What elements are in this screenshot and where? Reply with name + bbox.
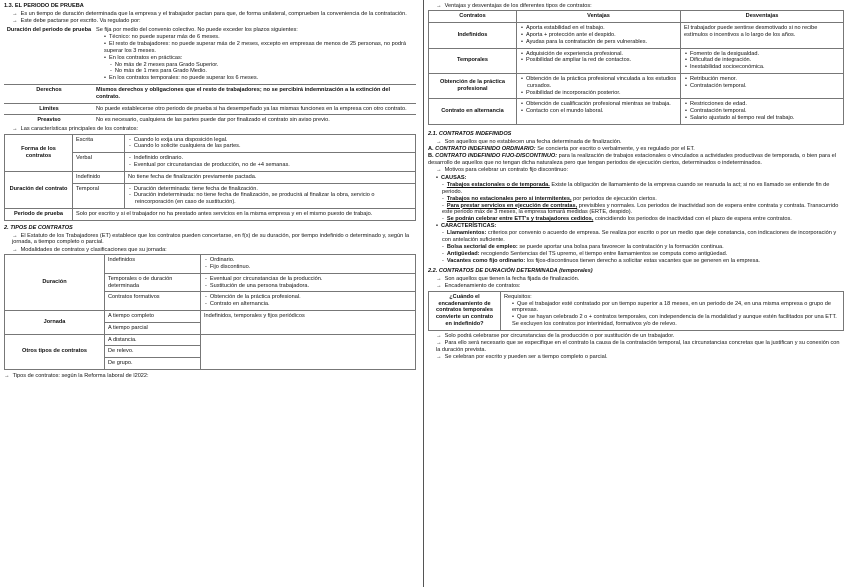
table-row — [429, 99, 844, 124]
item-text: para la realización de trabajos estacionales o vinculados a actividades productivas de temporada, o bien para el desarrollo de aquellos que no tengan dicha naturaleza pero que tengan periodos de ejecución ciertos, determinados o indeterminados. — [428, 153, 837, 167]
table-row — [5, 334, 416, 346]
table-cell — [517, 23, 681, 48]
list-item: - Obtención de la práctica profesional. — [204, 294, 412, 301]
table-cell — [125, 153, 416, 172]
feature-title: Bolsa sectorial de empleo: — [446, 243, 518, 250]
row-content: No es necesario, cualquiera de las partes puede dar por finalizado el contrato sin aviso previo. — [96, 117, 330, 124]
list-item: • Salario ajustado al tiempo real del trabajo. — [684, 115, 840, 122]
table-cell: A distancia. — [105, 334, 201, 346]
section-2-title: 2. TIPOS DE CONTRATOS — [4, 224, 73, 231]
list-item: • Aporta + protección ante el despido. — [520, 32, 677, 39]
table-cell: Jornada — [5, 310, 105, 334]
item-text: Se concierta por escrito o verbalmente, y es regulado por el ET. — [537, 146, 695, 152]
table-cell — [681, 99, 844, 124]
cause-text: por periodos de ejecución ciertos. — [573, 195, 657, 202]
contract-types-table — [4, 254, 416, 370]
pros-cons-intro: → Ventajas y desventajas de los diferentes tipos de contratos: — [428, 3, 844, 10]
feature-item — [428, 230, 844, 244]
list-item: • Obtención de la práctica profesional vinculada a los estudios cursados. — [520, 76, 677, 90]
bullet: • Técnico: no puede superar más de 6 meses. — [96, 34, 414, 41]
table-row — [429, 74, 844, 99]
sub-bullet: - No más de 1 mes para Grado Medio. — [96, 68, 414, 75]
section-2-2-title — [428, 268, 844, 275]
list-item: • Contratación temporal. — [684, 108, 840, 115]
list-item: - Sustitución de una persona trabajadora. — [204, 283, 412, 290]
table-header-row — [429, 11, 844, 23]
table-cell: Contrato en alternancia — [429, 99, 517, 124]
cause-title: Trabajos estacionales o de temporada. — [446, 182, 550, 189]
list-item: - Fijo discontinuo. — [204, 264, 412, 271]
list-item: - Cuando lo exija una disposición legal. — [128, 137, 412, 144]
table-row — [429, 48, 844, 73]
table-cell — [517, 74, 681, 99]
item-title: CONTRATO INDEFINIDO ORDINARIO: — [435, 146, 536, 152]
cause-item — [428, 182, 844, 196]
cause-text: Existe la obligación de llamamiento de la empresa cuando se reanuda la act; si no es llamado se entiende fin de periodo. — [442, 182, 830, 195]
table-cell: A tiempo completo — [105, 310, 201, 322]
table-cell: De grupo. — [105, 358, 201, 370]
table-cell: De relevo. — [105, 346, 201, 358]
cause-text: previsibles y normales. Los periodos de inactividad son de espera entre contrata y contrata. Transcurrido este periodo máx de 3 meses, la empresa tomará medidas (ERTE, despido). — [442, 202, 839, 216]
s21-paragraph: → Son aquellos que no establecen una fecha determinada de finalización. — [428, 139, 844, 146]
table-cell: Solo por escrito y si el trabajador no ha prestado antes servicios en la misma empresa y en el mismo puesto de trabajo. — [73, 209, 416, 221]
table-cell: Temporales — [429, 48, 517, 73]
list-item: - Duración indeterminada: no tiene fecha de finalización, se producirá al finalizar la obra, servicio o reincorporación (en caso de sustitución). — [128, 192, 412, 206]
table-cell: Periodo de prueba — [5, 209, 73, 221]
rights-row — [4, 85, 416, 104]
column-header: Contratos — [429, 11, 517, 23]
motives-intro: → Motivos para celebrar un contrato fijo discontinuo: — [428, 167, 844, 174]
list-item: - Ordinario. — [204, 257, 412, 264]
table-row — [5, 255, 416, 274]
table-row — [5, 171, 416, 183]
item-letter: B. — [428, 153, 434, 160]
s22-paragraph-5: → Se celebran por escrito y pueden ser a tiempo completo o parcial. — [428, 354, 844, 361]
list-item: • Ayudas para la contratación de pers vulnerables. — [520, 39, 677, 46]
table-cell: El trabajador puede sentirse desmotivado si no recibe estímulos o incentivos a lo largo de los años. — [681, 23, 844, 48]
feature-item — [428, 244, 844, 251]
list-item: - Duración determinada: tiene fecha de finalización. — [128, 186, 412, 193]
list-item: - Eventual por circunstancias de producción, no de +4 semanas. — [128, 162, 412, 169]
table-cell: Indefinido — [73, 171, 125, 183]
table-cell: Obtención de la práctica profesional — [429, 74, 517, 99]
feature-text: los fijos-discontinuos tienen derecho a solicitar estas vacantes que se generen en la empresa. — [526, 257, 760, 264]
left-column — [4, 3, 416, 380]
list-item: • Dificultad de integración. — [684, 57, 840, 64]
right-column — [428, 3, 844, 362]
table-cell: A tiempo parcial — [105, 322, 201, 334]
table-cell: Verbal — [73, 153, 125, 172]
row-label: Derechos — [36, 86, 62, 93]
feature-title: Vacantes como fijo ordinario: — [446, 257, 526, 264]
table-cell — [125, 134, 416, 153]
list-item: • Posibilidad de incorporación posterior. — [520, 90, 677, 97]
row-content: Mismos derechos y obligaciones que el resto de trabajadores; no se percibirá indemnización a la extinción del contrato. — [96, 86, 391, 100]
s22-paragraph-1: → Son aquellos que tienen la fecha fijada de finalización. — [428, 276, 844, 283]
list-item: • Contacto con el mundo laboral. — [520, 108, 677, 115]
table-row — [429, 23, 844, 48]
cause-text: coincidiendo los periodos de inactividad con el plazo de espera entre contratos. — [594, 216, 792, 223]
section-2-1-title: 2.1. CONTRATOS INDEFINIDOS — [428, 130, 512, 137]
table-cell — [201, 273, 416, 292]
list-item: • Inestabilidad socioeconómica. — [684, 64, 840, 71]
table-cell: Contratos formativos — [105, 292, 201, 311]
table-cell — [201, 255, 416, 274]
title-main: 2.2. CONTRATOS DE DURACIÓN DETERMINADA — [428, 268, 558, 275]
table-cell — [681, 74, 844, 99]
row-label: Duración del periodo de prueba — [6, 27, 92, 34]
s2-paragraph-1: → El Estatuto de los Trabajadores (ET) establece que los contratos pueden concertarse, en f(x) de su duración, por tiempo indefinido o determinado y, según la jornada, a tiempo completo o parcial. — [4, 233, 416, 247]
feature-title: Llamamientos: — [446, 230, 487, 237]
cause-item — [428, 196, 844, 203]
list-item: • Aporta estabilidad en el trabajo. — [520, 25, 677, 32]
table-cell — [681, 48, 844, 73]
bullet: • El resto de trabajadores: no puede superar más de 2 meses, excepto en empresas de menos de 25 personas, no podrá superar los 3 meses. — [96, 41, 414, 55]
row-label: Preaviso — [37, 117, 61, 124]
table-cell — [517, 48, 681, 73]
cause-title: Trabajos no estacionales pero si intermitentes, — [446, 195, 572, 202]
feature-item — [428, 258, 844, 265]
s22-paragraph-3: → Solo podrá celebrarse por circunstancias de la producción o por sustitución de un trabajador. — [428, 333, 844, 340]
table-cell: Temporales o de duración determinada — [105, 273, 201, 292]
sub-bullet: - No más de 2 meses para Grado Superior. — [96, 62, 414, 69]
cause-title: Para prestar servicios en ejecución de contratas, — [446, 202, 578, 209]
item-title: CONTRATO INDEFINIDO FIJO-DISCONTINUO: — [435, 153, 558, 160]
list-item: - Eventual por circunstancias de la producción. — [204, 276, 412, 283]
table-cell: Indefinidos — [429, 23, 517, 48]
item-letter: A. — [428, 146, 434, 152]
s22-paragraph-4: → Para ello será necesario que se especifique en el contrato la causa de la contratación temporal, las circunstancias concretas que la justifican y su conexión con la duración prevista. — [428, 340, 844, 354]
feature-item — [428, 251, 844, 258]
row-label: Límites — [39, 105, 59, 112]
feature-text: criterios por convenio o acuerdo de empresa. Se realiza por escrito o por un medio que deje constancia, con indicaciones de incorporación y con antelación suficiente. — [442, 230, 837, 244]
column-header: Ventajas — [517, 11, 681, 23]
s21-item-a — [428, 146, 844, 153]
table-row — [5, 310, 416, 322]
contract-features-table — [4, 134, 416, 221]
s2-footer: → Tipos de contratos: según la Reforma laboral de l2022: — [4, 373, 416, 380]
cause-item — [428, 216, 844, 223]
row-content: No puede establecerse otro periodo de prueba si ha desempeñado ya las mismas funciones en la empresa con otro contrato. — [96, 105, 407, 112]
list-item: - Cuando lo solicite cualquiera de las partes. — [128, 143, 412, 150]
s21-item-b — [428, 153, 844, 167]
table-cell: No tiene fecha de finalización previamente pactada. — [125, 171, 416, 183]
bullet: • En los contratos temporales: no puede superar los 6 meses. — [96, 75, 414, 82]
list-item: • Posibilidad de ampliar la red de contactos. — [520, 57, 677, 64]
table-cell — [201, 334, 416, 369]
features-heading: • CARACTERÍSTICAS: — [428, 223, 844, 230]
list-item: • Retribución menor. — [684, 76, 840, 83]
table-row — [5, 134, 416, 153]
cause-title: Se podrán celebrar entre ETT's y trabajadores cedidos, — [446, 216, 594, 223]
limits-row — [4, 104, 416, 116]
table-cell: Forma de los contratos — [5, 134, 73, 171]
table-cell — [125, 183, 416, 208]
list-item: • Fomento de la desigualdad. — [684, 51, 840, 58]
chaining-requirements — [501, 292, 843, 330]
list-item: • Contratación temporal. — [684, 83, 840, 90]
list-item: • Adquisición de experiencia profesional. — [520, 51, 677, 58]
row-content — [94, 25, 416, 84]
chaining-question: ¿Cuándo el encadenamiento de contratos temporales convierte un contrato en indefinido? — [429, 292, 501, 330]
column-header: Desventajas — [681, 11, 844, 23]
s2-paragraph-2: → Modalidades de contratos y clasificaciones que su jornada: — [4, 247, 416, 254]
cause-item — [428, 203, 844, 217]
feature-text: recogiendo Sentencias del TS upremo, el tiempo entre llamamientos se computa como antigüedad. — [481, 250, 728, 257]
probation-duration-row — [4, 25, 416, 85]
requirements-label: Requisitos: — [504, 293, 532, 300]
list-item: - Indefinido ordinario. — [128, 155, 412, 162]
table-cell: Escrita — [73, 134, 125, 153]
s22-paragraph-2: → Encadenamiento de contratos: — [428, 283, 844, 290]
list-item: • Obtención de cualificación profesional mientras se trabaja. — [520, 101, 677, 108]
table-cell: Indefinidos — [105, 255, 201, 274]
requirement-item: • Que el trabajador esté contratado por un tiempo superior a 18 meses, en un periodo de 24, en una misma empresa o grupo de empresas. — [504, 301, 840, 315]
table-cell — [201, 292, 416, 311]
features-intro: → Las características principales de los contratos: — [4, 126, 416, 133]
column-divider — [423, 0, 424, 587]
s13-intro-1: → Es un tiempo de duración determinada que la empresa y el trabajador pactan para que, de forma unilateral, comprueben la conveniencia de la contratación. — [4, 11, 416, 18]
table-cell: Duración del contrato — [5, 171, 73, 208]
section-1-3-title: 1.3. EL PERIODO DE PRUEBA — [4, 3, 84, 9]
notice-row — [4, 115, 416, 126]
feature-title: Antigüedad: — [446, 250, 480, 257]
bullet: • En los contratos en prácticas: — [96, 55, 414, 62]
table-cell: Otros tipos de contratos — [5, 334, 105, 369]
table-cell: Duración — [5, 255, 105, 311]
s13-intro-2: → Este debe pactarse por escrito. Va regulado por: — [4, 18, 416, 25]
table-cell — [517, 99, 681, 124]
feature-text: se puede aportar una bolsa para favorecer la contratación y la formación continua. — [519, 243, 724, 250]
chaining-box — [428, 291, 844, 331]
list-item: • Restricciones de edad. — [684, 101, 840, 108]
requirement-item: • Que se hayan celebrado 2 o + contratos temporales, con independencia de la modalidad y aunque estén facilitados por una ETT. Se excluyen los contratos por interinidad, formativos y/o de relevo. — [504, 314, 840, 328]
table-row — [5, 209, 416, 221]
list-item: - Contrato en alternancia. — [204, 301, 412, 308]
pros-cons-table — [428, 10, 844, 125]
row-intro: Se fija por medio del convenio colectivo. No puede exceder los plazos siguientes: — [96, 27, 298, 34]
table-cell: Temporal — [73, 183, 125, 208]
table-cell: Indefinidos, temporales y fijos periódicos — [201, 310, 416, 334]
causes-heading: • CAUSAS: — [428, 175, 844, 182]
title-suffix: (temporales) — [559, 268, 593, 275]
